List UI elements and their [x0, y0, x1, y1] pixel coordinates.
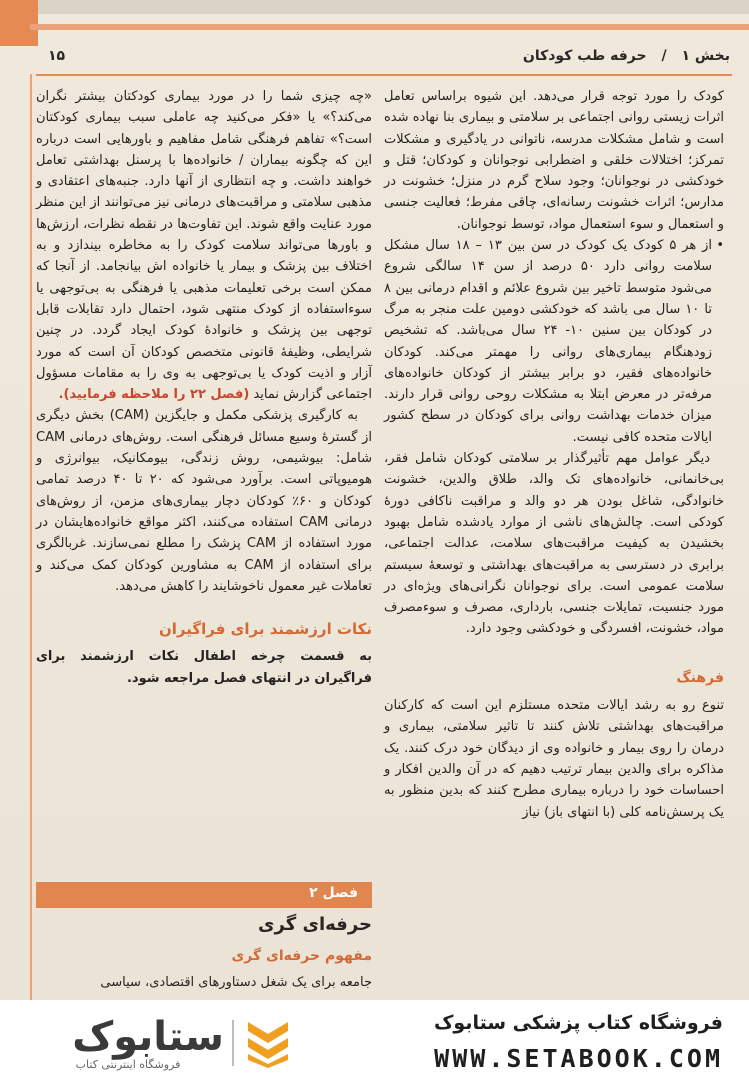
header-rule [36, 74, 732, 76]
learners-heading: نکات ارزشمند برای فراگیران [158, 620, 372, 639]
page-top-edge [0, 0, 749, 14]
left-paragraph-1 [36, 86, 372, 405]
footer-banner [0, 1000, 749, 1080]
logo-tagline: فروشگاه اینترنتی کتاب [75, 1058, 181, 1071]
left-paragraph-2: به کارگیری پزشکی مکمل و جایگزین (CAM) بخش دیگری از گسترهٔ وسیع مسائل فرهنگی است. روش‌های درمانی CAM شامل: بیوشیمی، روش زندگی، بیومکانیک، بیوانرژی و هومیوپاتی است. برآورد می‌شود که ۲۰ تا ۴۰ درصد تمامی کودکان و ۶۰٪ کودکان دچار بیماری‌های مزمن، از روش‌های درمانی CAM استفاده می‌کنند، اکثر مواقع خانواده‌هایشان در مورد استفاده از CAM پزشک را مطلع نمی‌سازند. غربالگری برای استفاده از CAM به مشاورین کودکان کمک می‌کند و تعاملات غیر معمول ناخوشایند را کاهش می‌دهد. [36, 408, 373, 594]
right-paragraph-1: کودک را مورد توجه قرار می‌دهد. این شیوه براساس تعامل اثرات زیستی روانی اجتماعی بر سلامتی و بیماری بنا نهاده شده است و شامل مشکلات مدرسه، ناتوانی در یادگیری و مشکلات تمرکز؛ اختلالات خلقی و اضطرابی نوجوانان و کودکان؛ قتل و خودکشی در نوجوانان؛ وجود سلاح گرم در منزل؛ خشونت در مدارس؛ اثرات خشونت رسانه‌ای، چاقی مفرط؛ فعالیت جنسی و استعمال و سوء استعمال مواد، توسط نوجوانان. [384, 89, 724, 232]
chapter-subtitle: مفهوم حرفه‌ای گری [231, 948, 372, 964]
chapter-bar [36, 882, 372, 908]
chapter-reference: (فصل ۲۲ را ملاحظه فرمایید). [58, 387, 250, 403]
logo-divider [232, 1020, 234, 1066]
store-logo [34, 1014, 284, 1070]
logo-wordmark: ستابوک [72, 1014, 224, 1060]
page-number: ۱۵ [48, 48, 66, 64]
culture-heading: فرهنگ [676, 669, 724, 686]
chapter-number: فصل ۲ [309, 885, 358, 901]
header-separator: / [661, 48, 667, 64]
margin-rule [30, 74, 32, 1000]
running-head [40, 48, 730, 72]
left-column [36, 86, 372, 689]
section-label: بخش ۱ [681, 48, 730, 64]
store-url[interactable]: WWW.SETABOOK.COM [434, 1044, 723, 1073]
right-column [384, 86, 724, 823]
right-paragraph-4: تنوع رو به رشد ایالات متحده مستلزم این است که کارکنان مراقبت‌های بهداشتی تلاش کنند تا تاثیر سلامتی، بیماری و درمان را روی بیمار و خانواده وی از دیدگان خود درک کنند. یک مذاکره برای والدین بیمار ترتیب دهیم که در آن والدین افکار و احساسات خود را درباره بیماری مطرح کنند که بدین منظور به یک پرسش‌نامه کلی (با انتهای باز) نیاز [384, 698, 724, 820]
store-title: فروشگاه کتاب پزشکی ستابوک [433, 1012, 723, 1034]
learners-text: به قسمت چرخه اطفال نکات ارزشمند برای فراگیران در انتهای فصل مراجعه شود. [36, 649, 372, 686]
right-bullet-paragraph: • از هر ۵ کودک یک کودک در سن بین ۱۳ – ۱۸ سال مشکل سلامت روانی دارد ۵۰ درصد از سن ۱۴ سالگی شروع می‌شود متوسط تاخیر بین شروع علائم و اقدام درمانی بین ۸ تا ۱۰ سال می باشد که خودکشی دومین علت منجر به مرگ در کودکان بین سنین ۱۰- ۲۴ سال می‌باشد. که تشخیص زودهنگام بیماری‌های روانی را مهمتر می‌کند. کودکان خانواده‌های فقیر، دو برابر بیشتر از کودکان خانواده‌های مرفه‌تر در معرض ابتلا به مشکلات روحی روانی قرار دارند. میزان خدمات بهداشت روانی برای کودکان در سطح کشور ایالات متحده کافی نیست. [384, 235, 724, 448]
header-band [30, 24, 749, 30]
chevron-logo-icon [244, 1018, 292, 1068]
left-paragraph-1-text: «چه چیزی شما را در مورد بیماری کودکتان بیشتر نگران می‌کند؟» یا «فکر می‌کنید چه عاملی سبب بیماری کودکتان است؟» تفاهم فرهنگی شامل مفاهیم و باورهایی است درباره این که چگونه بیماران / خانواده‌ها با پرسنل بهداشتی تعامل خواهند داشت. و چه انتظاری از آنها دارد. جنبه‌های اعتقادی و مذهبی سلامتی و مراقبت‌های درمانی نیز می‌توانند از این منظر مورد عنایت واقع شوند. این تفاوت‌ها در نقطه نظرات، ارزش‌ها و باورها می‌تواند سلامت کودک را به مخاطره بیندازد و به اختلاف بین پزشک و بیمار یا خانواده اش بیانجامد. از آنجا که ممکن است برخی تعلیمات مذهبی یا فرهنگی به بی‌توجهی یا سوءاستفاده از کودک منتهی شود، احتمال دارد تقابلات قابل توجهی بین پزشک و خانوادهٔ کودک ایجاد گردد. در چنین شرایطی، وظیفهٔ قانونی متخصص کودکان آن است که مورد آزار و اذیت کودک یا بی‌توجهی به وی را به مقامات مسؤول اجتماعی گزارش نماید [36, 89, 372, 403]
right-paragraph-3: دیگر عوامل مهم تأثیرگذار بر سلامتی کودکان شامل فقر، بی‌خانمانی، خانواده‌های تک والد، طلاق والدین، خشونت خانوادگی، شاغل بودن هر دو والد و مراقبت ناکافی دورهٔ کودکی است. چالش‌های ناشی از موارد یادشده شامل بهبود بخشیدن به کیفیت مراقبت‌های سلامت، عدالت اجتماعی، برابری در دسترسی به مراقبت‌های بهداشتی و توسعهٔ سیستم سلامت عمومی است. برای نوجوانان نگرانی‌های ویژه‌ای در مورد جنسیت، تمایلات جنسی، بارداری، مصرف و سوءمصرف مواد، خشونت، افسردگی و خودکشی وجود دارد. [384, 451, 724, 637]
chapter-text: جامعه برای یک شغل دستاورهای اقتصادی، سیاسی [100, 975, 372, 990]
corner-accent [0, 0, 38, 46]
chapter-title: حرفه‌ای گری [258, 914, 372, 935]
chapter-label: حرفه طب کودکان [522, 48, 647, 64]
